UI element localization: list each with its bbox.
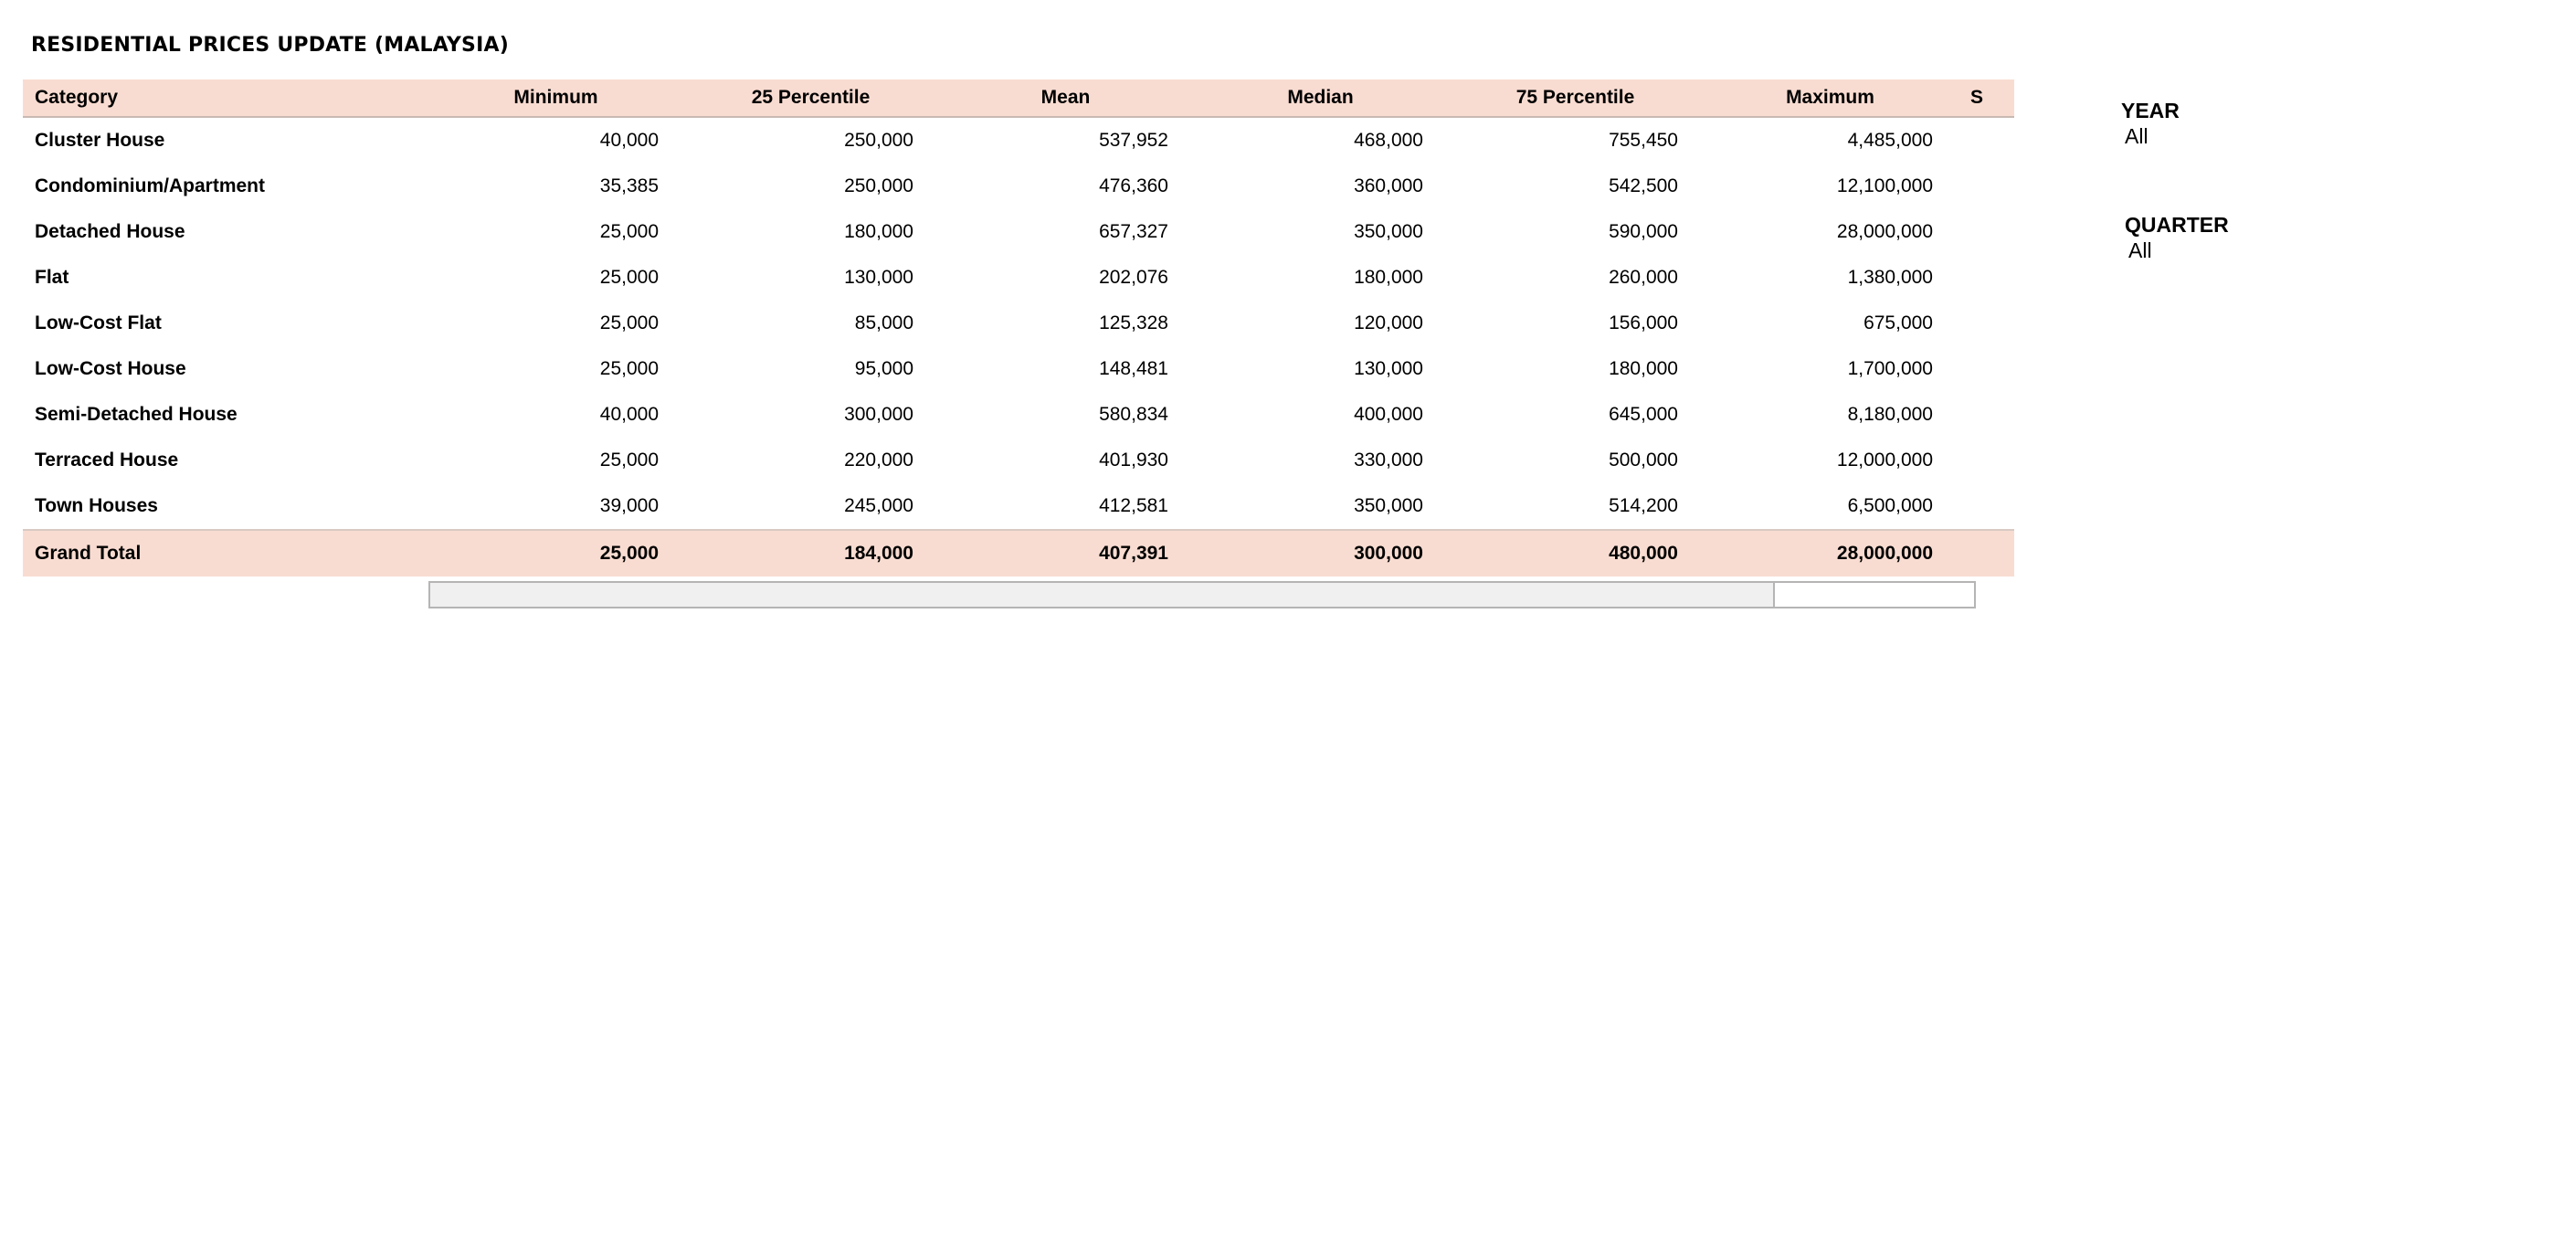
column-header-maximum[interactable]: Maximum — [1703, 79, 1958, 117]
grand-total-row[interactable] — [23, 530, 2014, 577]
cell-25-percentile[interactable]: 180,000 — [844, 221, 913, 242]
cell-minimum[interactable]: 25,000 — [599, 221, 659, 242]
cell-75-percentile[interactable]: 156,000 — [1609, 312, 1678, 333]
year-slicer-label: YEAR — [2121, 99, 2180, 122]
cell-maximum[interactable]: 12,100,000 — [1836, 175, 1933, 196]
cell-minimum[interactable]: 25,000 — [599, 358, 659, 379]
cell-truncated[interactable] — [1958, 392, 2014, 438]
cell-maximum[interactable]: 28,000,000 — [1836, 543, 1933, 564]
pivot-table-viewport — [23, 79, 1984, 577]
cell-mean[interactable]: 657,327 — [1099, 221, 1168, 242]
cell-minimum[interactable]: 25,000 — [599, 450, 659, 471]
table-body — [23, 117, 2014, 577]
cell-maximum[interactable]: 4,485,000 — [1847, 130, 1933, 151]
cell-median[interactable]: 468,000 — [1354, 130, 1423, 151]
cell-median[interactable]: 130,000 — [1354, 358, 1423, 379]
year-slicer[interactable] — [2121, 99, 2180, 149]
cell-category[interactable]: Cluster House — [35, 130, 165, 151]
table-row[interactable] — [23, 117, 2014, 164]
table-row[interactable] — [23, 164, 2014, 209]
cell-truncated[interactable] — [1958, 255, 2014, 301]
cell-25-percentile[interactable]: 250,000 — [844, 130, 913, 151]
cell-category[interactable]: Town Houses — [35, 495, 158, 516]
cell-minimum[interactable]: 35,385 — [599, 175, 659, 196]
cell-truncated[interactable] — [1958, 117, 2014, 164]
cell-truncated[interactable] — [1958, 438, 2014, 483]
quarter-slicer[interactable] — [2125, 213, 2229, 263]
quarter-slicer-label: QUARTER — [2125, 213, 2229, 237]
cell-truncated[interactable] — [1958, 301, 2014, 346]
cell-maximum[interactable]: 28,000,000 — [1836, 221, 1933, 242]
cell-truncated[interactable] — [1958, 530, 2014, 577]
cell-category[interactable]: Semi-Detached House — [35, 404, 238, 425]
cell-minimum[interactable]: 25,000 — [599, 267, 659, 288]
cell-25-percentile[interactable]: 245,000 — [844, 495, 913, 516]
cell-maximum[interactable]: 12,000,000 — [1836, 450, 1933, 471]
cell-median[interactable]: 300,000 — [1354, 543, 1423, 564]
cell-category[interactable]: Grand Total — [35, 543, 142, 564]
cell-median[interactable]: 360,000 — [1354, 175, 1423, 196]
cell-category[interactable]: Terraced House — [35, 450, 179, 471]
scrollbar-thumb[interactable] — [430, 583, 1775, 607]
cell-25-percentile[interactable]: 184,000 — [844, 543, 913, 564]
cell-category[interactable]: Low-Cost House — [35, 358, 186, 379]
cell-maximum[interactable]: 8,180,000 — [1847, 404, 1933, 425]
year-slicer-value[interactable]: All — [2125, 124, 2148, 148]
table-row[interactable] — [23, 346, 2014, 392]
cell-minimum[interactable]: 25,000 — [599, 543, 659, 564]
table-row[interactable] — [23, 438, 2014, 483]
column-header-median[interactable]: Median — [1193, 79, 1448, 117]
cell-mean[interactable]: 580,834 — [1099, 404, 1168, 425]
cell-truncated[interactable] — [1958, 483, 2014, 530]
cell-median[interactable]: 350,000 — [1354, 495, 1423, 516]
cell-category[interactable]: Condominium/Apartment — [35, 175, 265, 196]
cell-75-percentile[interactable]: 645,000 — [1609, 404, 1678, 425]
cell-maximum[interactable]: 675,000 — [1863, 312, 1933, 333]
cell-maximum[interactable]: 6,500,000 — [1847, 495, 1933, 516]
table-row[interactable] — [23, 255, 2014, 301]
cell-mean[interactable]: 202,076 — [1099, 267, 1168, 288]
cell-minimum[interactable]: 40,000 — [599, 404, 659, 425]
cell-75-percentile[interactable]: 180,000 — [1609, 358, 1678, 379]
quarter-slicer-value[interactable]: All — [2128, 238, 2152, 262]
cell-25-percentile[interactable]: 250,000 — [844, 175, 913, 196]
cell-minimum[interactable]: 40,000 — [599, 130, 659, 151]
cell-median[interactable]: 330,000 — [1354, 450, 1423, 471]
cell-category[interactable]: Low-Cost Flat — [35, 312, 162, 333]
cell-25-percentile[interactable]: 130,000 — [844, 267, 913, 288]
table-row[interactable] — [23, 392, 2014, 438]
cell-75-percentile[interactable]: 500,000 — [1609, 450, 1678, 471]
cell-truncated[interactable] — [1958, 346, 2014, 392]
cell-75-percentile[interactable]: 514,200 — [1609, 495, 1678, 516]
cell-mean[interactable]: 412,581 — [1099, 495, 1168, 516]
cell-maximum[interactable]: 1,380,000 — [1847, 267, 1933, 288]
cell-75-percentile[interactable]: 755,450 — [1609, 130, 1678, 151]
pivot-table — [23, 79, 2014, 577]
cell-mean[interactable]: 401,930 — [1099, 450, 1168, 471]
cell-maximum[interactable]: 1,700,000 — [1847, 358, 1933, 379]
column-header-25-percentile[interactable]: 25 Percentile — [683, 79, 938, 117]
cell-category[interactable]: Detached House — [35, 221, 185, 242]
cell-25-percentile[interactable]: 85,000 — [854, 312, 913, 333]
cell-minimum[interactable]: 25,000 — [599, 312, 659, 333]
column-header-75-percentile[interactable]: 75 Percentile — [1448, 79, 1703, 117]
cell-25-percentile[interactable]: 95,000 — [854, 358, 913, 379]
column-header-category[interactable]: Category — [23, 79, 428, 117]
cell-minimum[interactable]: 39,000 — [599, 495, 659, 516]
cell-truncated[interactable] — [1958, 164, 2014, 209]
cell-median[interactable]: 350,000 — [1354, 221, 1423, 242]
column-header-truncated[interactable]: S — [1958, 79, 2014, 117]
table-header-row — [23, 79, 2014, 117]
report-title: RESIDENTIAL PRICES UPDATE (MALAYSIA) — [31, 34, 509, 57]
cell-truncated[interactable] — [1958, 209, 2014, 255]
column-header-mean[interactable]: Mean — [938, 79, 1193, 117]
table-row[interactable] — [23, 209, 2014, 255]
cell-category[interactable]: Flat — [35, 267, 69, 288]
cell-median[interactable]: 180,000 — [1354, 267, 1423, 288]
cell-mean[interactable]: 148,481 — [1099, 358, 1168, 379]
cell-mean[interactable]: 125,328 — [1099, 312, 1168, 333]
cell-75-percentile[interactable]: 542,500 — [1609, 175, 1678, 196]
horizontal-scrollbar[interactable] — [428, 581, 1976, 608]
table-row[interactable] — [23, 483, 2014, 530]
cell-75-percentile[interactable]: 590,000 — [1609, 221, 1678, 242]
cell-median[interactable]: 400,000 — [1354, 404, 1423, 425]
cell-25-percentile[interactable]: 220,000 — [844, 450, 913, 471]
cell-75-percentile[interactable]: 260,000 — [1609, 267, 1678, 288]
cell-median[interactable]: 120,000 — [1354, 312, 1423, 333]
cell-25-percentile[interactable]: 300,000 — [844, 404, 913, 425]
column-header-minimum[interactable]: Minimum — [428, 79, 683, 117]
cell-mean[interactable]: 407,391 — [1099, 543, 1168, 564]
cell-mean[interactable]: 476,360 — [1099, 175, 1168, 196]
cell-75-percentile[interactable]: 480,000 — [1609, 543, 1678, 564]
cell-mean[interactable]: 537,952 — [1099, 130, 1168, 151]
table-row[interactable] — [23, 301, 2014, 346]
